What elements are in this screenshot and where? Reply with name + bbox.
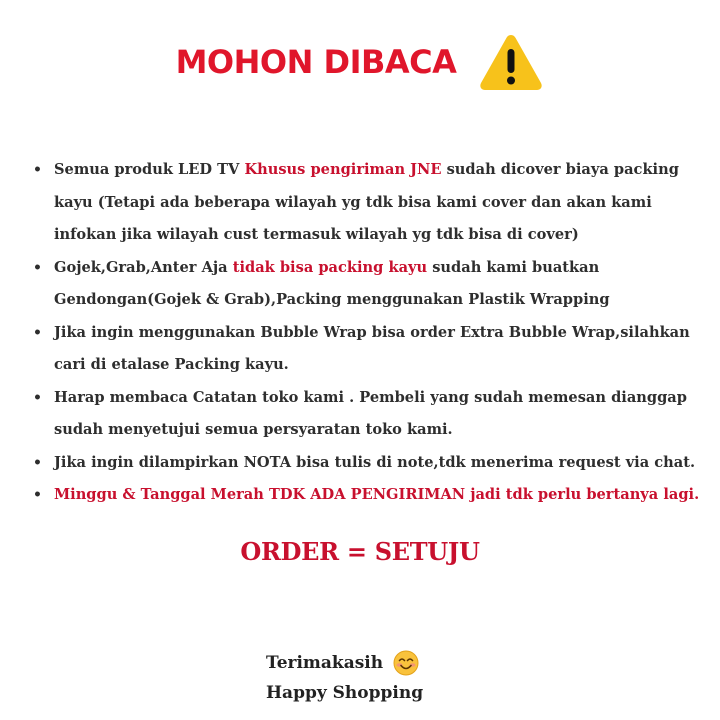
highlight-text: tidak bisa packing kayu	[232, 258, 428, 276]
page-title: MOHON DIBACA	[175, 43, 457, 81]
closing-text: Happy Shopping	[266, 683, 424, 703]
note-item	[30, 479, 700, 512]
bullet-icon: •	[33, 487, 42, 503]
highlight-text: Minggu & Tanggal Merah TDK ADA PENGIRIMAN jadi tdk perlu bertanya lagi.	[54, 486, 700, 503]
bullet-icon: •	[33, 162, 42, 178]
thanks-text: Terimakasih	[266, 653, 384, 673]
note-item	[30, 317, 700, 382]
bullet-icon: •	[33, 389, 42, 406]
bullet-icon: •	[33, 259, 42, 276]
note-text: Gojek,Grab,Anter Aja	[54, 258, 233, 276]
bullet-icon: •	[33, 324, 42, 341]
note-item	[30, 447, 700, 480]
bullet-icon: •	[33, 454, 42, 471]
note-item	[30, 382, 700, 447]
note-text: sudah kami buatkan Gendongan(Gojek & Grab),Packing menggunakan Plastik Wrapping	[54, 258, 610, 308]
note-text: sudah dicover biaya packing kayu (Tetapi ada beberapa wilayah yg tdk bisa kami cover dan akan kami infokan jika wilayah cust termasuk wilayah yg tdk bisa di cover)	[54, 161, 679, 243]
order-agreement: ORDER = SETUJU	[240, 537, 480, 566]
warning-icon	[478, 32, 544, 92]
note-text: Jika ingin dilampirkan NOTA bisa tulis di note,tdk menerima request via chat.	[54, 453, 696, 471]
note-text: Jika ingin menggunakan Bubble Wrap bisa order Extra Bubble Wrap,silahkan cari di etalase Packing kayu.	[54, 323, 690, 373]
note-text: Semua produk LED TV	[54, 161, 245, 178]
footer	[266, 648, 423, 708]
notes-list	[30, 154, 700, 512]
thanks-line	[266, 648, 423, 678]
note-item	[30, 154, 700, 252]
note-item	[30, 252, 700, 317]
highlight-text: Khusus pengiriman JNE	[244, 161, 442, 178]
note-text: Harap membaca Catatan toko kami . Pembeli yang sudah memesan dianggap sudah menyetujui semua persyaratan toko kami.	[54, 388, 687, 438]
header	[0, 26, 720, 98]
smiling-face-icon	[393, 650, 419, 676]
